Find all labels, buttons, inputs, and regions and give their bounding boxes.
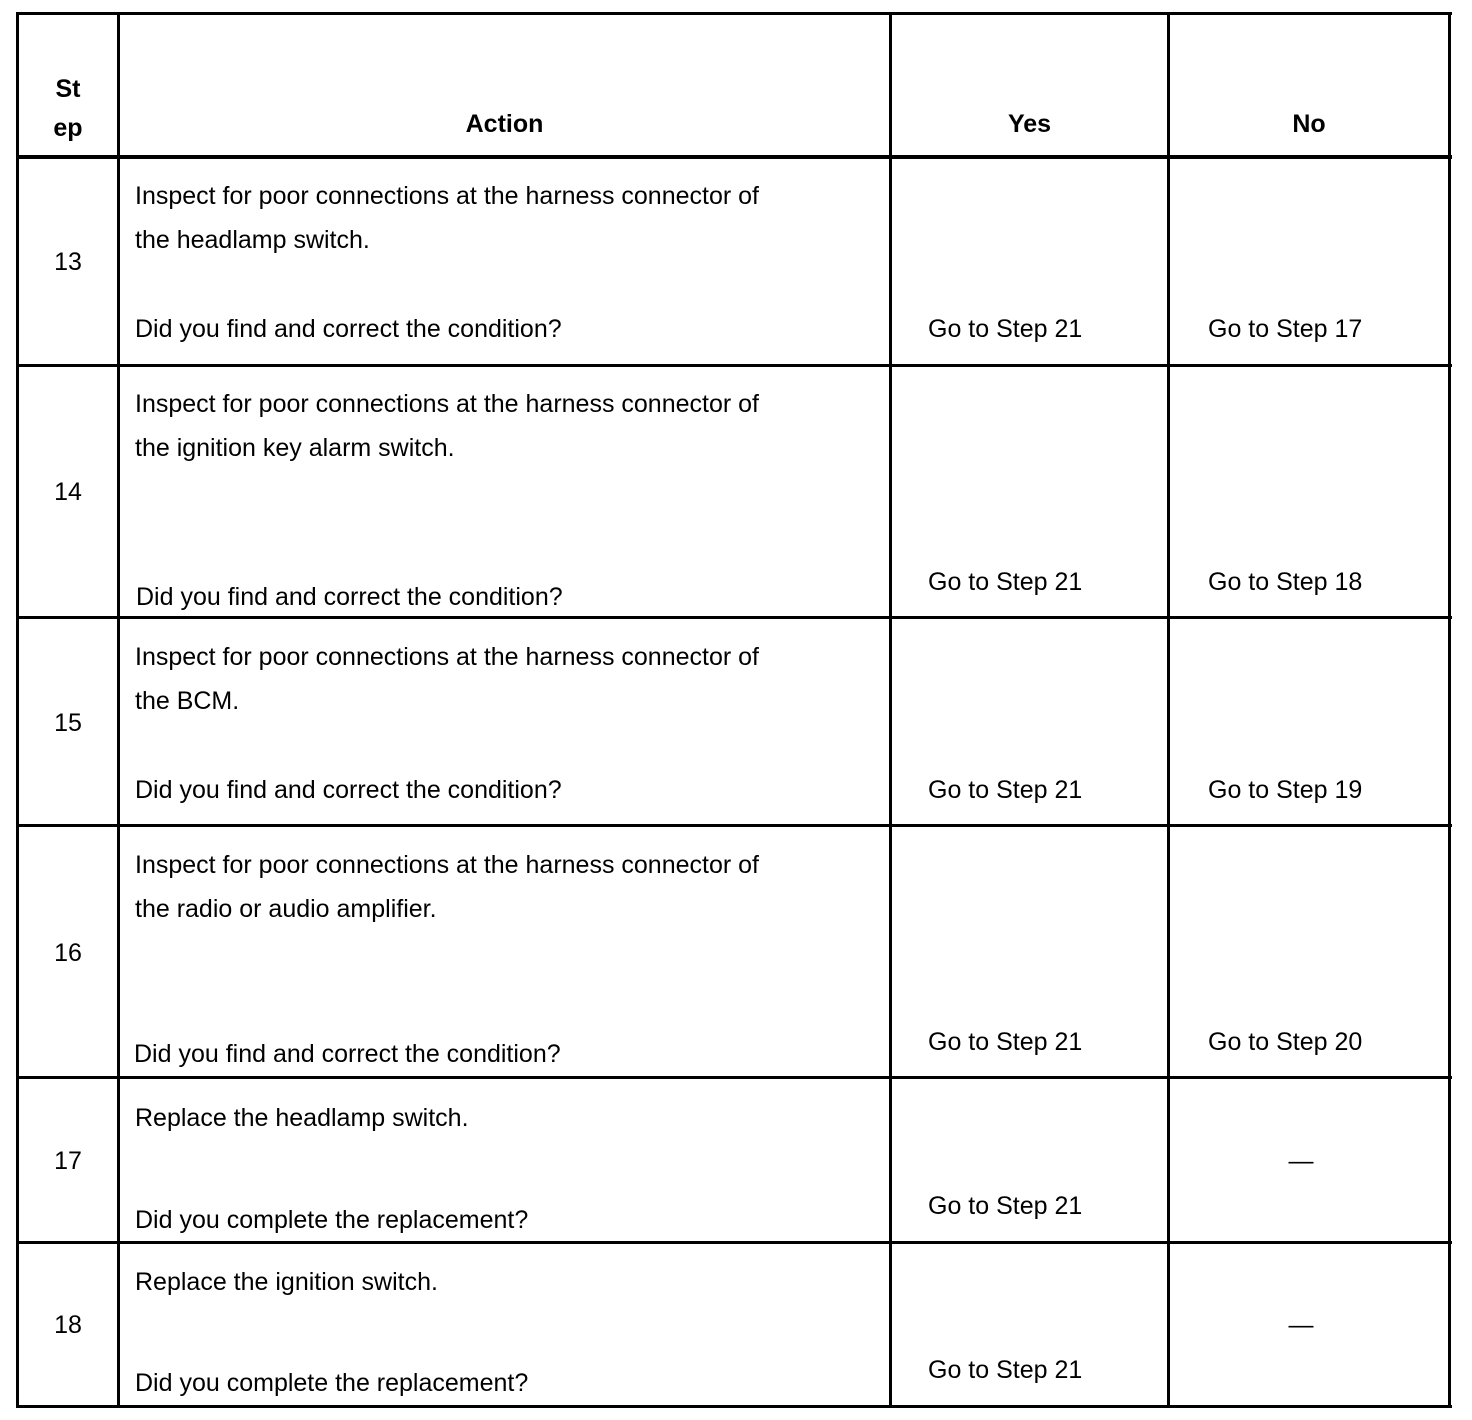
no-cell: Go to Step 19 — [1208, 776, 1363, 804]
action-line: the headlamp switch. — [135, 226, 370, 254]
yes-cell: Go to Step 21 — [928, 776, 1083, 804]
row-divider — [16, 824, 1452, 827]
step-number: 14 — [54, 478, 82, 506]
action-text: Replace the ignition switch. — [135, 1268, 438, 1296]
column-divider — [889, 12, 892, 1408]
header-step-line2: ep — [53, 114, 83, 142]
action-text: Replace the headlamp switch. — [135, 1104, 469, 1132]
yes-cell: Go to Step 21 — [928, 315, 1083, 343]
diagnostic-table — [16, 12, 1452, 1408]
no-cell: Go to Step 17 — [1208, 315, 1363, 343]
no-cell: Go to Step 18 — [1208, 568, 1363, 596]
action-line: the BCM. — [135, 687, 240, 715]
header-no: No — [1292, 110, 1326, 138]
action-question: Did you complete the replacement? — [135, 1369, 529, 1397]
action-text — [135, 174, 759, 262]
yes-cell: Go to Step 21 — [928, 1356, 1083, 1384]
header-yes: Yes — [1007, 110, 1052, 138]
no-cell: Go to Step 20 — [1208, 1028, 1363, 1056]
row-divider — [16, 364, 1452, 367]
step-number: 18 — [54, 1311, 82, 1339]
table-border-bottom — [16, 1405, 1452, 1408]
no-cell: — — [1288, 1147, 1314, 1175]
action-line: Inspect for poor connections at the harness connector of — [135, 390, 759, 418]
step-number: 17 — [54, 1147, 82, 1175]
header-step-line1: St — [55, 75, 81, 103]
yes-cell: Go to Step 21 — [928, 1028, 1083, 1056]
action-question: Did you complete the replacement? — [135, 1206, 529, 1234]
no-cell: — — [1288, 1311, 1314, 1339]
table-border-right — [1448, 12, 1451, 1408]
yes-cell: Go to Step 21 — [928, 1192, 1083, 1220]
header-step — [16, 70, 120, 148]
column-divider — [1167, 12, 1170, 1408]
yes-cell: Go to Step 21 — [928, 568, 1083, 596]
action-line: Inspect for poor connections at the harness connector of — [135, 182, 759, 210]
step-number: 13 — [54, 248, 82, 276]
action-question: Did you find and correct the condition? — [135, 776, 562, 804]
header-divider — [16, 155, 1452, 159]
table-border-top — [16, 12, 1452, 15]
action-question: Did you find and correct the condition? — [135, 315, 562, 343]
action-text — [135, 382, 759, 470]
action-line: the ignition key alarm switch. — [135, 434, 455, 462]
header-action: Action — [465, 110, 544, 138]
action-line: Inspect for poor connections at the harness connector of — [135, 643, 759, 671]
action-line: Inspect for poor connections at the harness connector of — [135, 851, 759, 879]
step-number: 16 — [54, 939, 82, 967]
action-question: Did you find and correct the condition? — [134, 1040, 561, 1068]
step-number: 15 — [54, 709, 82, 737]
action-question: Did you find and correct the condition? — [136, 583, 563, 611]
action-line: the radio or audio amplifier. — [135, 895, 437, 923]
action-text — [135, 635, 759, 723]
row-divider — [16, 1076, 1452, 1079]
action-text — [135, 843, 759, 931]
